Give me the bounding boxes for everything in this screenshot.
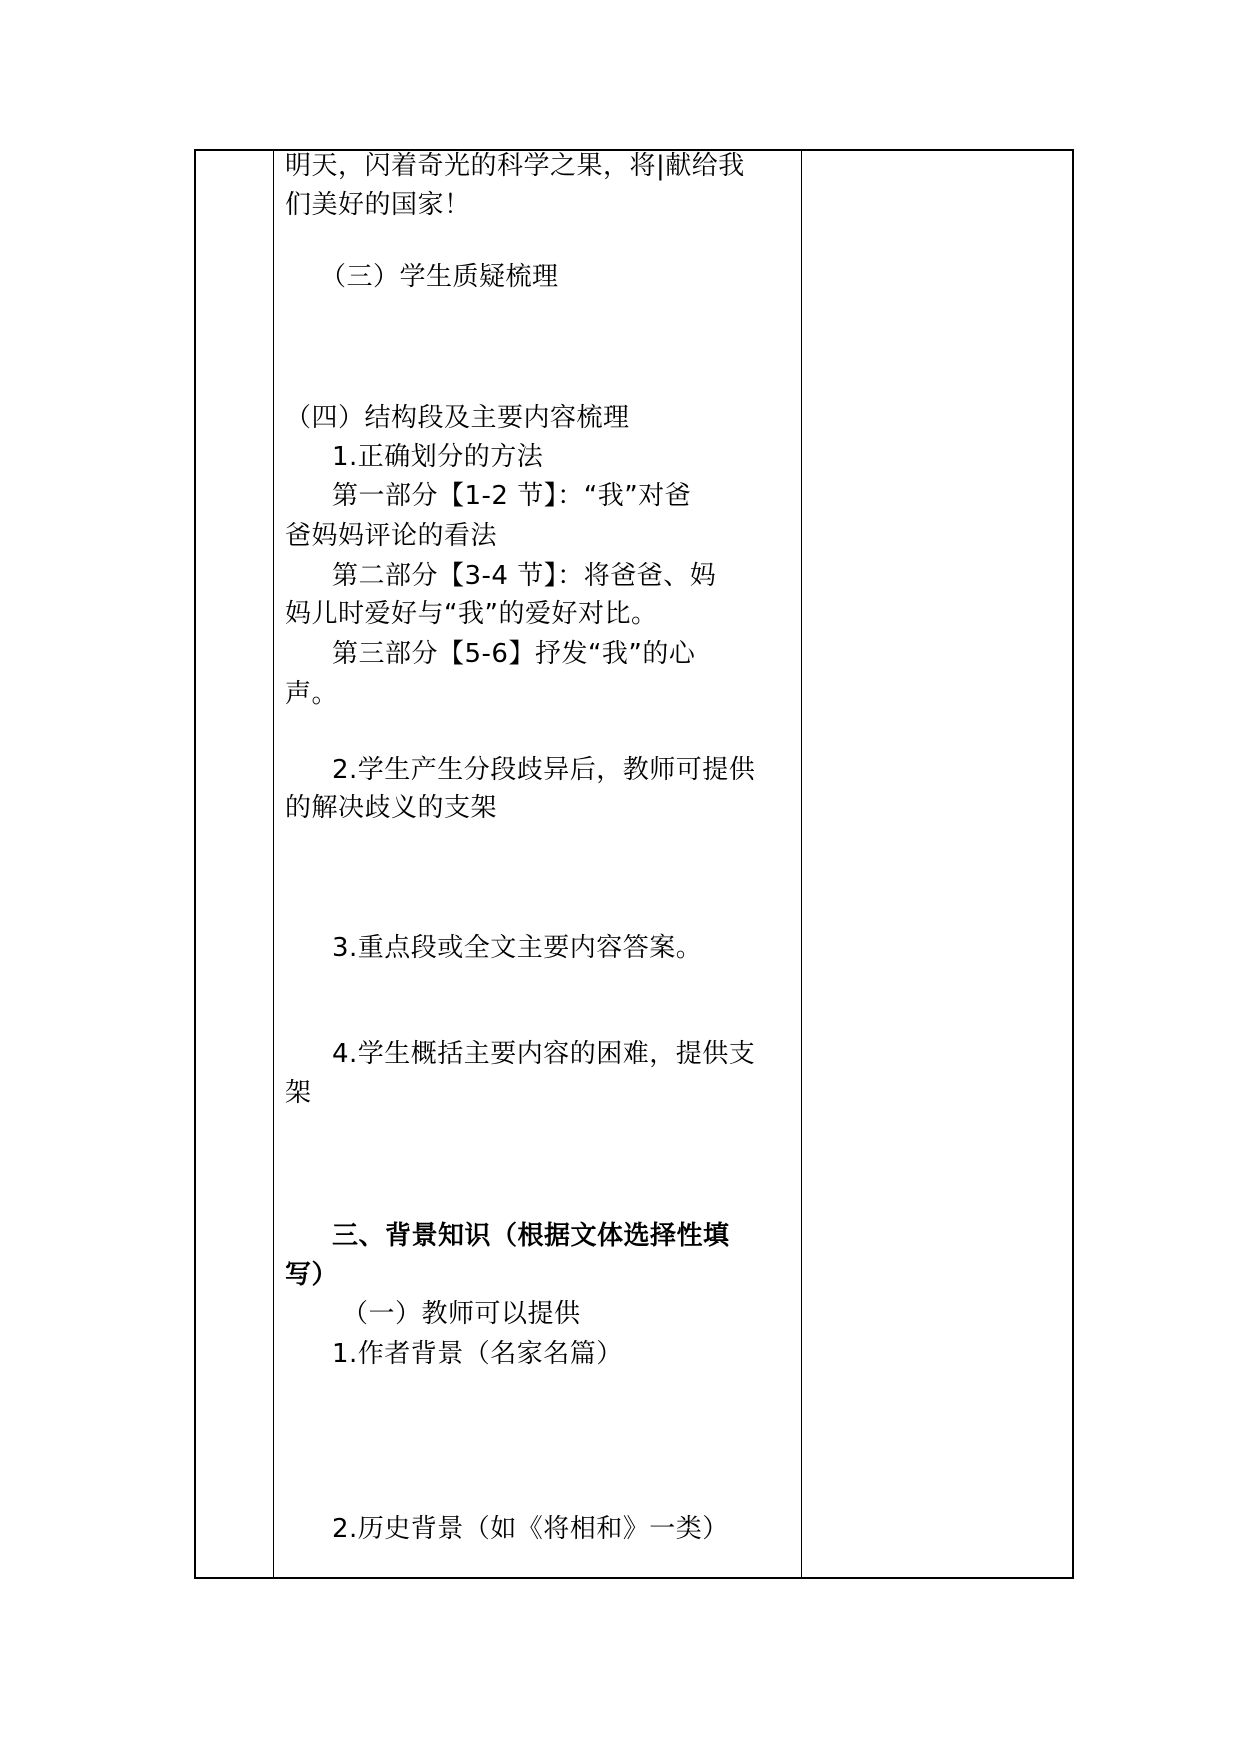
section-heading: （三）学生质疑梳理: [320, 262, 559, 292]
text-line: 的解决歧义的支架: [285, 793, 498, 823]
text-line: 声。: [285, 679, 339, 709]
text-line: 们美好的国家！: [285, 190, 471, 220]
text-line: 1.作者背景（名家名篇）: [332, 1339, 623, 1369]
section-heading: （四）结构段及主要内容梳理: [285, 403, 630, 433]
text-line: 架: [285, 1078, 312, 1108]
text-line: 4.学生概括主要内容的困难，提供支: [332, 1039, 756, 1069]
text-line: 2.历史背景（如《将相和》一类）: [332, 1514, 729, 1544]
column-divider-left: [273, 151, 274, 1577]
text-line: 明天，闪着奇光的科学之果，将|献给我: [285, 151, 745, 181]
subsection-heading: （一）教师可以提供: [342, 1299, 581, 1329]
column-divider-right: [801, 151, 802, 1577]
section-heading: 写）: [285, 1260, 339, 1290]
text-line: 第二部分【3-4 节】：将爸爸、妈: [332, 561, 717, 591]
text-line: 3.重点段或全文主要内容答案。: [332, 933, 703, 963]
text-line: 2.学生产生分段歧异后，教师可提供: [332, 755, 756, 785]
section-heading: 三、背景知识（根据文体选择性填: [332, 1221, 730, 1251]
text-line: 妈儿时爱好与“我”的爱好对比。: [285, 599, 658, 629]
lesson-plan-table: [194, 149, 1074, 1579]
text-line: 第一部分【1-2 节】：“我”对爸: [332, 481, 692, 511]
text-line: 1.正确划分的方法: [332, 442, 544, 472]
text-line: 第三部分【5-6】抒发“我”的心: [332, 639, 696, 669]
text-line: 爸妈妈评论的看法: [285, 521, 498, 551]
